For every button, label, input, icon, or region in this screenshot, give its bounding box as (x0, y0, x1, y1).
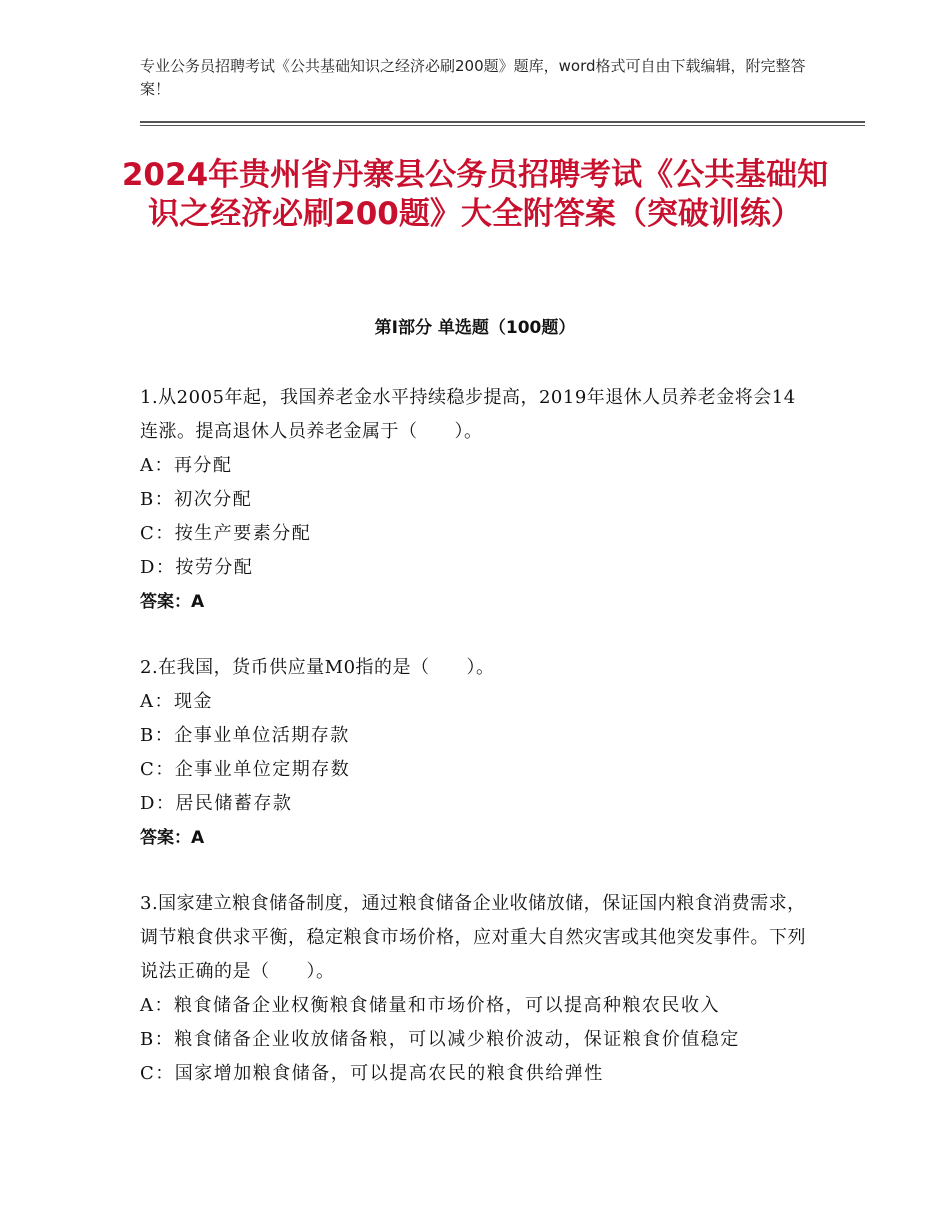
option-a: A：再分配 (140, 455, 233, 476)
section-heading: 第Ⅰ部分 单选题（100题） (374, 318, 576, 338)
option-b: B：初次分配 (140, 489, 253, 510)
question-3 (140, 887, 810, 1091)
question-list (140, 381, 810, 1123)
answer-line: 答案：A (140, 592, 205, 612)
document-title: 2024年贵州省丹寨县公务员招聘考试《公共基础知识之经济必刷200题》大全附答案（突破训练） (121, 157, 829, 232)
option-b: B：粮食储备企业收放储备粮，可以减少粮价波动，保证粮食价值稳定 (140, 1029, 740, 1050)
header-divider-thick (140, 121, 865, 123)
option-d: D：居民储蓄存款 (140, 793, 293, 814)
option-c: C：国家增加粮食储备，可以提高农民的粮食供给弹性 (140, 1063, 604, 1084)
header-divider-thin (140, 125, 865, 126)
option-c: C：企事业单位定期存数 (140, 759, 351, 780)
option-a: A：现金 (140, 691, 213, 712)
question-stem: 1.从2005年起，我国养老金水平持续稳步提高，2019年退休人员养老金将会14连涨。提高退休人员养老金属于（ ）。 (140, 387, 796, 442)
question-1 (140, 381, 810, 619)
option-a: A：粮食储备企业权衡粮食储量和市场价格，可以提高种粮农民收入 (140, 995, 720, 1016)
question-2 (140, 651, 810, 855)
header-note: 专业公务员招聘考试《公共基础知识之经济必刷200题》题库，word格式可自由下载编辑，附完整答案！ (140, 57, 806, 98)
question-stem: 3.国家建立粮食储备制度，通过粮食储备企业收储放储，保证国内粮食消费需求，调节粮食供求平衡，稳定粮食市场价格，应对重大自然灾害或其他突发事件。下列说法正确的是（ ）。 (140, 893, 806, 982)
question-stem: 2.在我国，货币供应量M0指的是（ ）。 (140, 657, 495, 678)
option-c: C：按生产要素分配 (140, 523, 312, 544)
answer-line: 答案：A (140, 828, 205, 848)
option-d: D：按劳分配 (140, 557, 254, 578)
option-b: B：企事业单位活期存款 (140, 725, 350, 746)
